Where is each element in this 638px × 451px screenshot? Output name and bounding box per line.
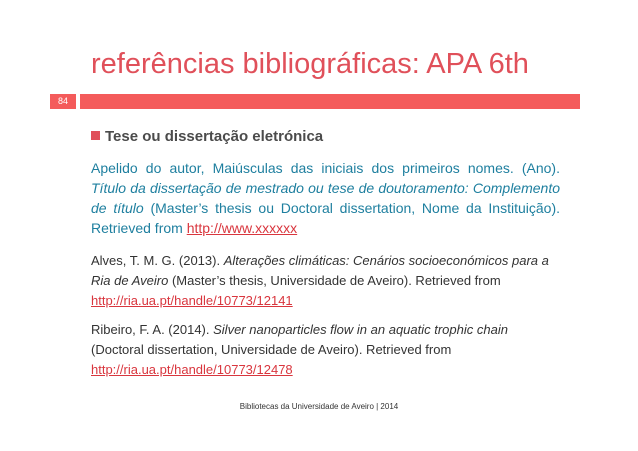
ref1-suffix: (Master’s thesis, Universidade de Aveiro). Retrieved from: [168, 273, 501, 288]
reference-example-1: [91, 251, 560, 311]
bullet-heading-row: [91, 128, 323, 145]
format-part1: Apelido do autor, Maiúsculas das iniciais dos primeiros nomes. (Ano).: [91, 160, 560, 176]
format-link[interactable]: http://www.xxxxxx: [186, 220, 298, 236]
format-part3: (Master’s thesis ou Doctoral dissertation, Nome da Instituição). Retrieved from: [91, 200, 560, 236]
format-title-italic: Título da dissertação de mestrado ou tese de doutoramento: Complemento de título: [91, 180, 560, 216]
page-number: 84: [50, 94, 76, 109]
bullet-heading: Tese ou dissertação eletrónica: [105, 128, 324, 145]
slide-footer: Bibliotecas da Universidade de Aveiro | 2014: [239, 402, 399, 411]
format-description: [91, 158, 560, 238]
ref2-prefix: Ribeiro, F. A. (2014).: [91, 322, 214, 337]
ref1-title: Alterações climáticas: Cenários socioeconómicos para a Ria de Aveiro: [91, 253, 549, 288]
slide-title: referências bibliográficas: APA 6th: [91, 48, 529, 80]
ref2-suffix: (Doctoral dissertation, Universidade de Aveiro). Retrieved from: [91, 342, 452, 357]
header-divider-bar: [80, 94, 580, 109]
square-bullet-icon: [91, 131, 100, 140]
ref1-prefix: Alves, T. M. G. (2013).: [91, 253, 224, 268]
ref2-title: Silver nanoparticles flow in an aquatic trophic chain: [213, 322, 508, 337]
ref2-link[interactable]: http://ria.ua.pt/handle/10773/12478: [91, 362, 293, 377]
ref1-link[interactable]: http://ria.ua.pt/handle/10773/12141: [91, 293, 293, 308]
reference-example-2: [91, 320, 560, 380]
